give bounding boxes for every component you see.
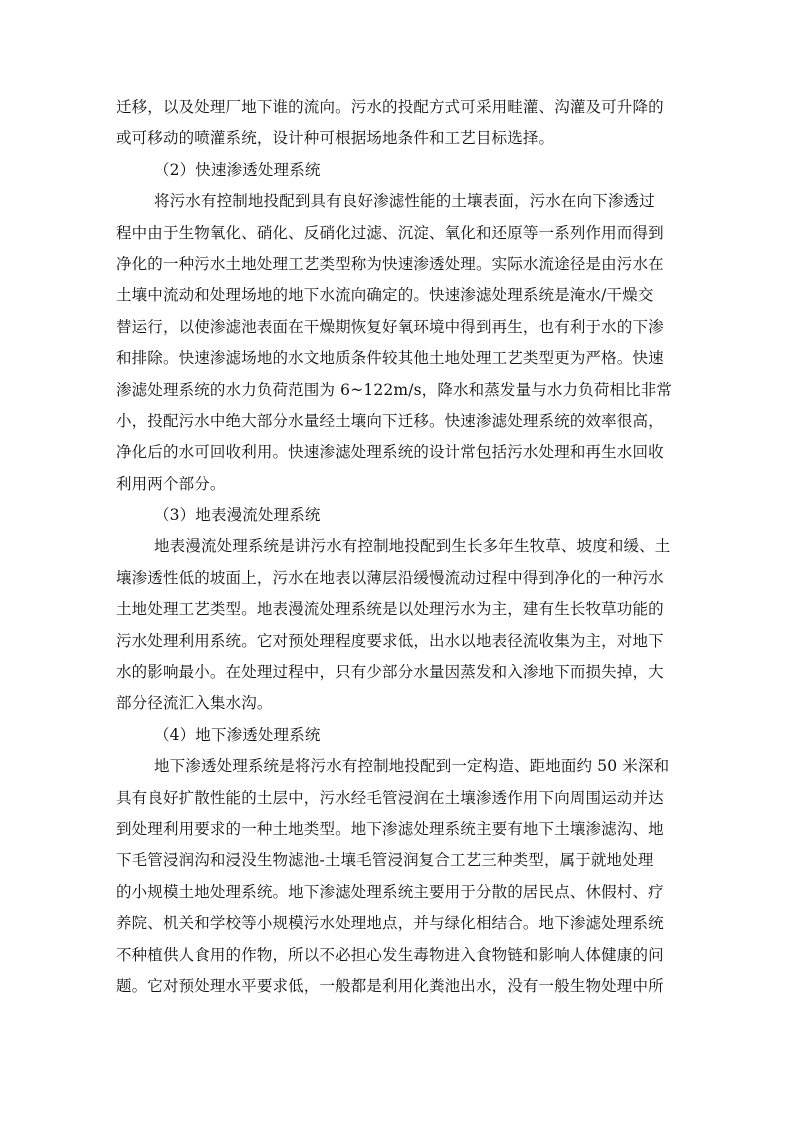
paragraph-line: 利用两个部分。 bbox=[116, 474, 226, 493]
paragraph-line: 具有良好扩散性能的土层中，污水经毛管浸润在土壤渗透作用下向周围运动并达 bbox=[116, 788, 664, 807]
document-body bbox=[116, 92, 678, 1002]
paragraph-line: 养院、机关和学校等小规模污水处理地点，并与绿化相结合。地下渗滤处理系统 bbox=[116, 914, 664, 933]
paragraph-line: 污水处理利用系统。它对预处理程度要求低，出水以地表径流收集为主，对地下 bbox=[116, 631, 664, 650]
paragraph-line: 土地处理工艺类型。地表漫流处理系统是以处理污水为主，建有生长牧草功能的 bbox=[116, 600, 664, 619]
paragraph-line: 壤渗透性低的坡面上，污水在地表以薄层沿缓慢流动过程中得到净化的一种污水 bbox=[116, 568, 664, 587]
paragraph-line: 不种植供人食用的作物，所以不必担心发生毒物进入食物链和影响人体健康的问 bbox=[116, 945, 664, 964]
paragraph-line: 的小规模土地处理系统。地下渗滤处理系统主要用于分散的居民点、休假村、疗 bbox=[116, 882, 664, 901]
paragraph-line: 或可移动的喷灌系统，设计种可根据场地条件和工艺目标选择。 bbox=[116, 129, 555, 148]
paragraph-line: 土壤中流动和处理场地的地下水流向确定的。快速渗滤处理系统是淹水/干燥交 bbox=[116, 286, 654, 305]
paragraph-line: 部分径流汇入集水沟。 bbox=[116, 694, 273, 713]
paragraph-line: 题。它对预处理水平要求低，一般都是利用化粪池出水，没有一般生物处理中所 bbox=[116, 976, 664, 995]
paragraph-line: 程中由于生物氧化、硝化、反硝化过滤、沉淀、氧化和还原等一系列作用而得到 bbox=[116, 223, 664, 242]
paragraph-line: 和排除。快速渗滤场地的水文地质条件较其他土地处理工艺类型更为严格。快速 bbox=[116, 349, 664, 368]
paragraph-line: 迁移，以及处理厂地下谁的流向。污水的投配方式可采用畦灌、沟灌及可升降的 bbox=[116, 98, 664, 116]
section-heading: （3）地表漫流处理系统 bbox=[154, 506, 321, 525]
paragraph-line: 将污水有控制地投配到具有良好渗滤性能的土壤表面，污水在向下渗透过 bbox=[154, 192, 655, 211]
paragraph-line: 替运行，以使渗滤池表面在干燥期恢复好氧环境中得到再生，也有利于水的下渗 bbox=[116, 317, 664, 336]
paragraph-line: 水的影响最小。在处理过程中，只有少部分水量因蒸发和入渗地下而损失掉，大 bbox=[116, 663, 664, 682]
paragraph-line: 净化后的水可回收利用。快速渗滤处理系统的设计常包括污水处理和再生水回收 bbox=[116, 443, 664, 462]
paragraph-line: 渗滤处理系统的水力负荷范围为 6~122m/s，降水和蒸发量与水力负荷相比非常 bbox=[116, 380, 673, 399]
paragraph-line: 地表漫流处理系统是讲污水有控制地投配到生长多年生牧草、坡度和缓、土 bbox=[154, 537, 671, 556]
section-heading: （4）地下渗透处理系统 bbox=[154, 725, 321, 744]
paragraph-line: 到处理利用要求的一种土地类型。地下渗滤处理系统主要有地下土壤渗滤沟、地 bbox=[116, 819, 664, 838]
paragraph-line: 净化的一种污水土地处理工艺类型称为快速渗透处理。实际水流途径是由污水在 bbox=[116, 254, 664, 273]
paragraph-line: 小，投配污水中绝大部分水量经土壤向下迁移。快速渗滤处理系统的效率很高， bbox=[116, 411, 664, 430]
paragraph-line: 下毛管浸润沟和浸没生物滤池-土壤毛管浸润复合工艺三种类型，属于就地处理 bbox=[116, 851, 654, 870]
section-heading: （2）快速渗透处理系统 bbox=[154, 160, 321, 179]
paragraph-line: 地下渗透处理系统是将污水有控制地投配到一定构造、距地面约 50 米深和 bbox=[154, 757, 670, 776]
